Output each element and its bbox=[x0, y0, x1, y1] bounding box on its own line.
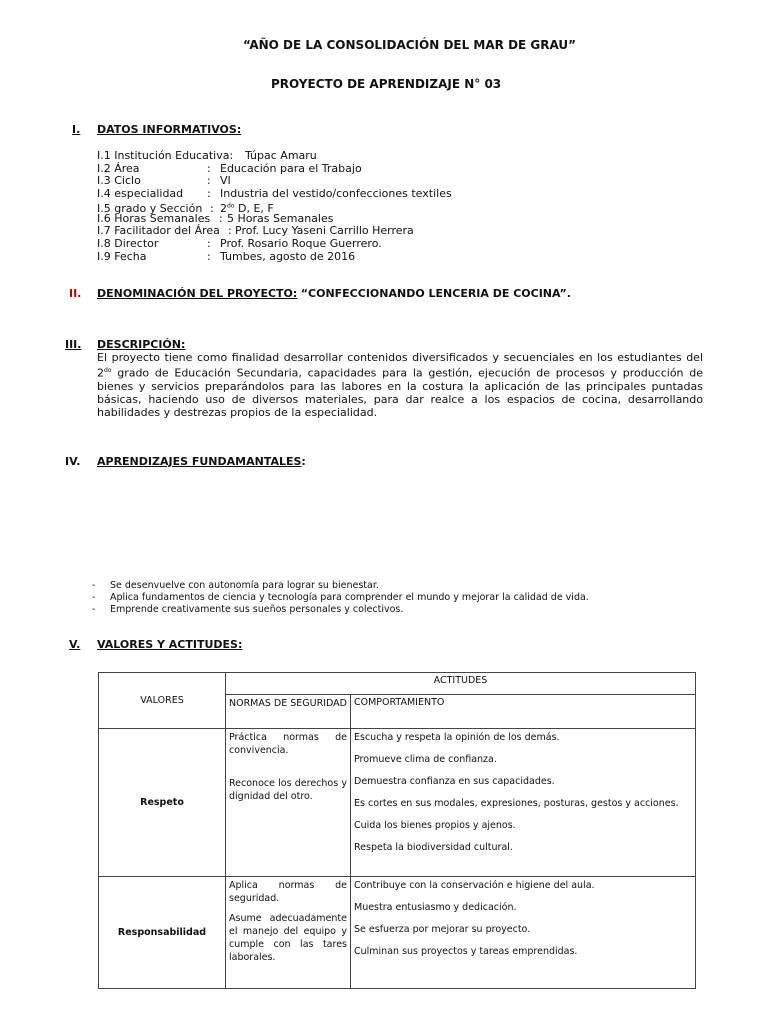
info-row-ciclo bbox=[97, 174, 231, 187]
values-table bbox=[98, 672, 696, 989]
section-4-heading: APRENDIZAJES FUNDAMANTALES: bbox=[97, 455, 306, 468]
section-3-title: DESCRIPCIÓN: bbox=[97, 338, 186, 351]
info-row-institucion bbox=[97, 149, 317, 162]
info-sep: : bbox=[207, 187, 211, 200]
header-valores: VALORES bbox=[99, 673, 226, 729]
info-sep: : bbox=[219, 212, 223, 225]
behavior-item: Contribuye con la conservación e higiene del aula. bbox=[354, 880, 595, 891]
behavior-item: Culminan sus proyectos y tareas emprendidas. bbox=[354, 946, 578, 957]
value-cell: Respeto bbox=[99, 729, 226, 877]
header-normas: NORMAS DE SEGURIDAD bbox=[226, 695, 351, 729]
info-label: I.4 especialidad bbox=[97, 187, 184, 200]
info-sep: : bbox=[207, 237, 211, 250]
info-row-director bbox=[97, 237, 382, 250]
project-title: PROYECTO DE APRENDIZAJE N° 03 bbox=[271, 77, 502, 91]
section-5-number: V. bbox=[69, 638, 81, 651]
behavior-item: Se esfuerza por mejorar su proyecto. bbox=[354, 924, 531, 935]
section-4-title: APRENDIZAJES FUNDAMANTALES bbox=[97, 455, 302, 468]
section-1-title: DATOS INFORMATIVOS: bbox=[97, 123, 242, 136]
section-1-number: I. bbox=[72, 123, 81, 136]
norm-text: Reconoce los derechos y dignidad del otro. bbox=[229, 778, 347, 802]
info-row-grado bbox=[97, 199, 274, 215]
behaviors-cell bbox=[351, 877, 696, 989]
description-paragraph: El proyecto tiene como finalidad desarrollar contenidos diversificados y secuenciales en los estudiantes del $2^{do}$ grado de Educación Secundaria, capacidades para la gestión, ejecución de procesos y producción de bienes y servicios preparándolos para las labores en la costura la aplicación de las principales puntadas básicas, haciendo uso de diversos materiales, para dar realce a los espacios de cocina, desarrollando habilidades y destrezas propios de la especialidad. bbox=[97, 351, 703, 420]
info-sep: : bbox=[207, 174, 211, 187]
header-actitudes: ACTITUDES bbox=[226, 673, 696, 695]
behavior-item: Cuida los bienes propios y ajenos. bbox=[354, 820, 516, 831]
bullet-dash: - bbox=[92, 580, 96, 591]
behavior-item: Demuestra confianza en sus capacidades. bbox=[354, 776, 555, 787]
behavior-item: Es cortes en sus modales, expresiones, posturas, gestos y acciones. bbox=[354, 798, 679, 809]
info-sep: : bbox=[210, 201, 214, 215]
norm-text: Práctica normas de convivencia. bbox=[229, 732, 347, 756]
norms-cell bbox=[226, 729, 351, 877]
norms-cell bbox=[226, 877, 351, 989]
info-value: Túpac Amaru bbox=[245, 149, 317, 162]
section-3-number: III. bbox=[65, 338, 82, 351]
list-item: - Se desenvuelve con autonomía para lograr su bienestar. bbox=[92, 580, 379, 591]
behaviors-cell bbox=[351, 729, 696, 877]
list-item: - Aplica fundamentos de ciencia y tecnología para comprender el mundo y mejorar la calidad de vida. bbox=[92, 592, 589, 603]
info-sep: : bbox=[207, 250, 211, 263]
section-2-title: DENOMINACIÓN DEL PROYECTO: bbox=[97, 287, 298, 300]
section-2-heading bbox=[97, 287, 571, 300]
table-row bbox=[99, 729, 696, 877]
info-label: I.7 Facilitador del Área bbox=[97, 224, 220, 237]
section-2-number: II. bbox=[69, 287, 82, 300]
behavior-item: Promueve clima de confianza. bbox=[354, 754, 497, 765]
info-value: 5 Horas Semanales bbox=[227, 212, 334, 225]
info-label: I.8 Director bbox=[97, 237, 159, 250]
bullet-dash: - bbox=[92, 604, 96, 615]
info-value: Prof. Rosario Roque Guerrero. bbox=[220, 237, 382, 250]
norm-text: Aplica normas de seguridad. bbox=[229, 880, 347, 904]
info-row-facilitador bbox=[97, 224, 414, 237]
norm-text: Asume adecuadamente el manejo del equipo y cumple con las tares laborales. bbox=[229, 913, 347, 963]
info-value: VI bbox=[220, 174, 231, 187]
section-4-number: IV. bbox=[65, 455, 81, 468]
info-value: $2^{do}$ D, E, F bbox=[220, 201, 274, 215]
info-sep: : bbox=[228, 224, 232, 237]
info-label: I.1 Institución Educativa: bbox=[97, 149, 234, 162]
info-value: Prof. Lucy Yaseni Carrillo Herrera bbox=[235, 224, 414, 237]
behavior-item: Muestra entusiasmo y dedicación. bbox=[354, 902, 517, 913]
info-label: I.3 Ciclo bbox=[97, 174, 141, 187]
info-label: I.5 grado y Sección bbox=[97, 201, 203, 215]
info-label: I.2 Área bbox=[97, 162, 140, 175]
table-row bbox=[99, 877, 696, 989]
learnings-list bbox=[92, 580, 589, 616]
list-item: - Emprende creativamente sus sueños personales y colectivos. bbox=[92, 604, 404, 615]
info-row-fecha bbox=[97, 250, 355, 263]
info-value: Tumbes, agosto de 2016 bbox=[220, 250, 356, 263]
year-title: “AÑO DE LA CONSOLIDACIÓN DEL MAR DE GRAU” bbox=[243, 38, 577, 52]
info-value: Educación para el Trabajo bbox=[220, 162, 362, 175]
table-header-row bbox=[99, 673, 696, 695]
info-label: I.9 Fecha bbox=[97, 250, 147, 263]
behavior-item: Respeta la biodiversidad cultural. bbox=[354, 842, 513, 853]
value-cell: Responsabilidad bbox=[99, 877, 226, 989]
behavior-item: Escucha y respeta la opinión de los demás. bbox=[354, 732, 560, 743]
header-comportamiento: COMPORTAMIENTO bbox=[351, 695, 696, 729]
section-5-title: VALORES Y ACTITUDES: bbox=[97, 638, 243, 651]
project-name: “CONFECCIONANDO LENCERIA DE COCINA”. bbox=[300, 287, 571, 300]
info-sep: : bbox=[207, 162, 211, 175]
info-label: I.6 Horas Semanales bbox=[97, 212, 211, 225]
info-value: Industria del vestido/confecciones textiles bbox=[220, 187, 452, 200]
bullet-dash: - bbox=[92, 592, 96, 603]
